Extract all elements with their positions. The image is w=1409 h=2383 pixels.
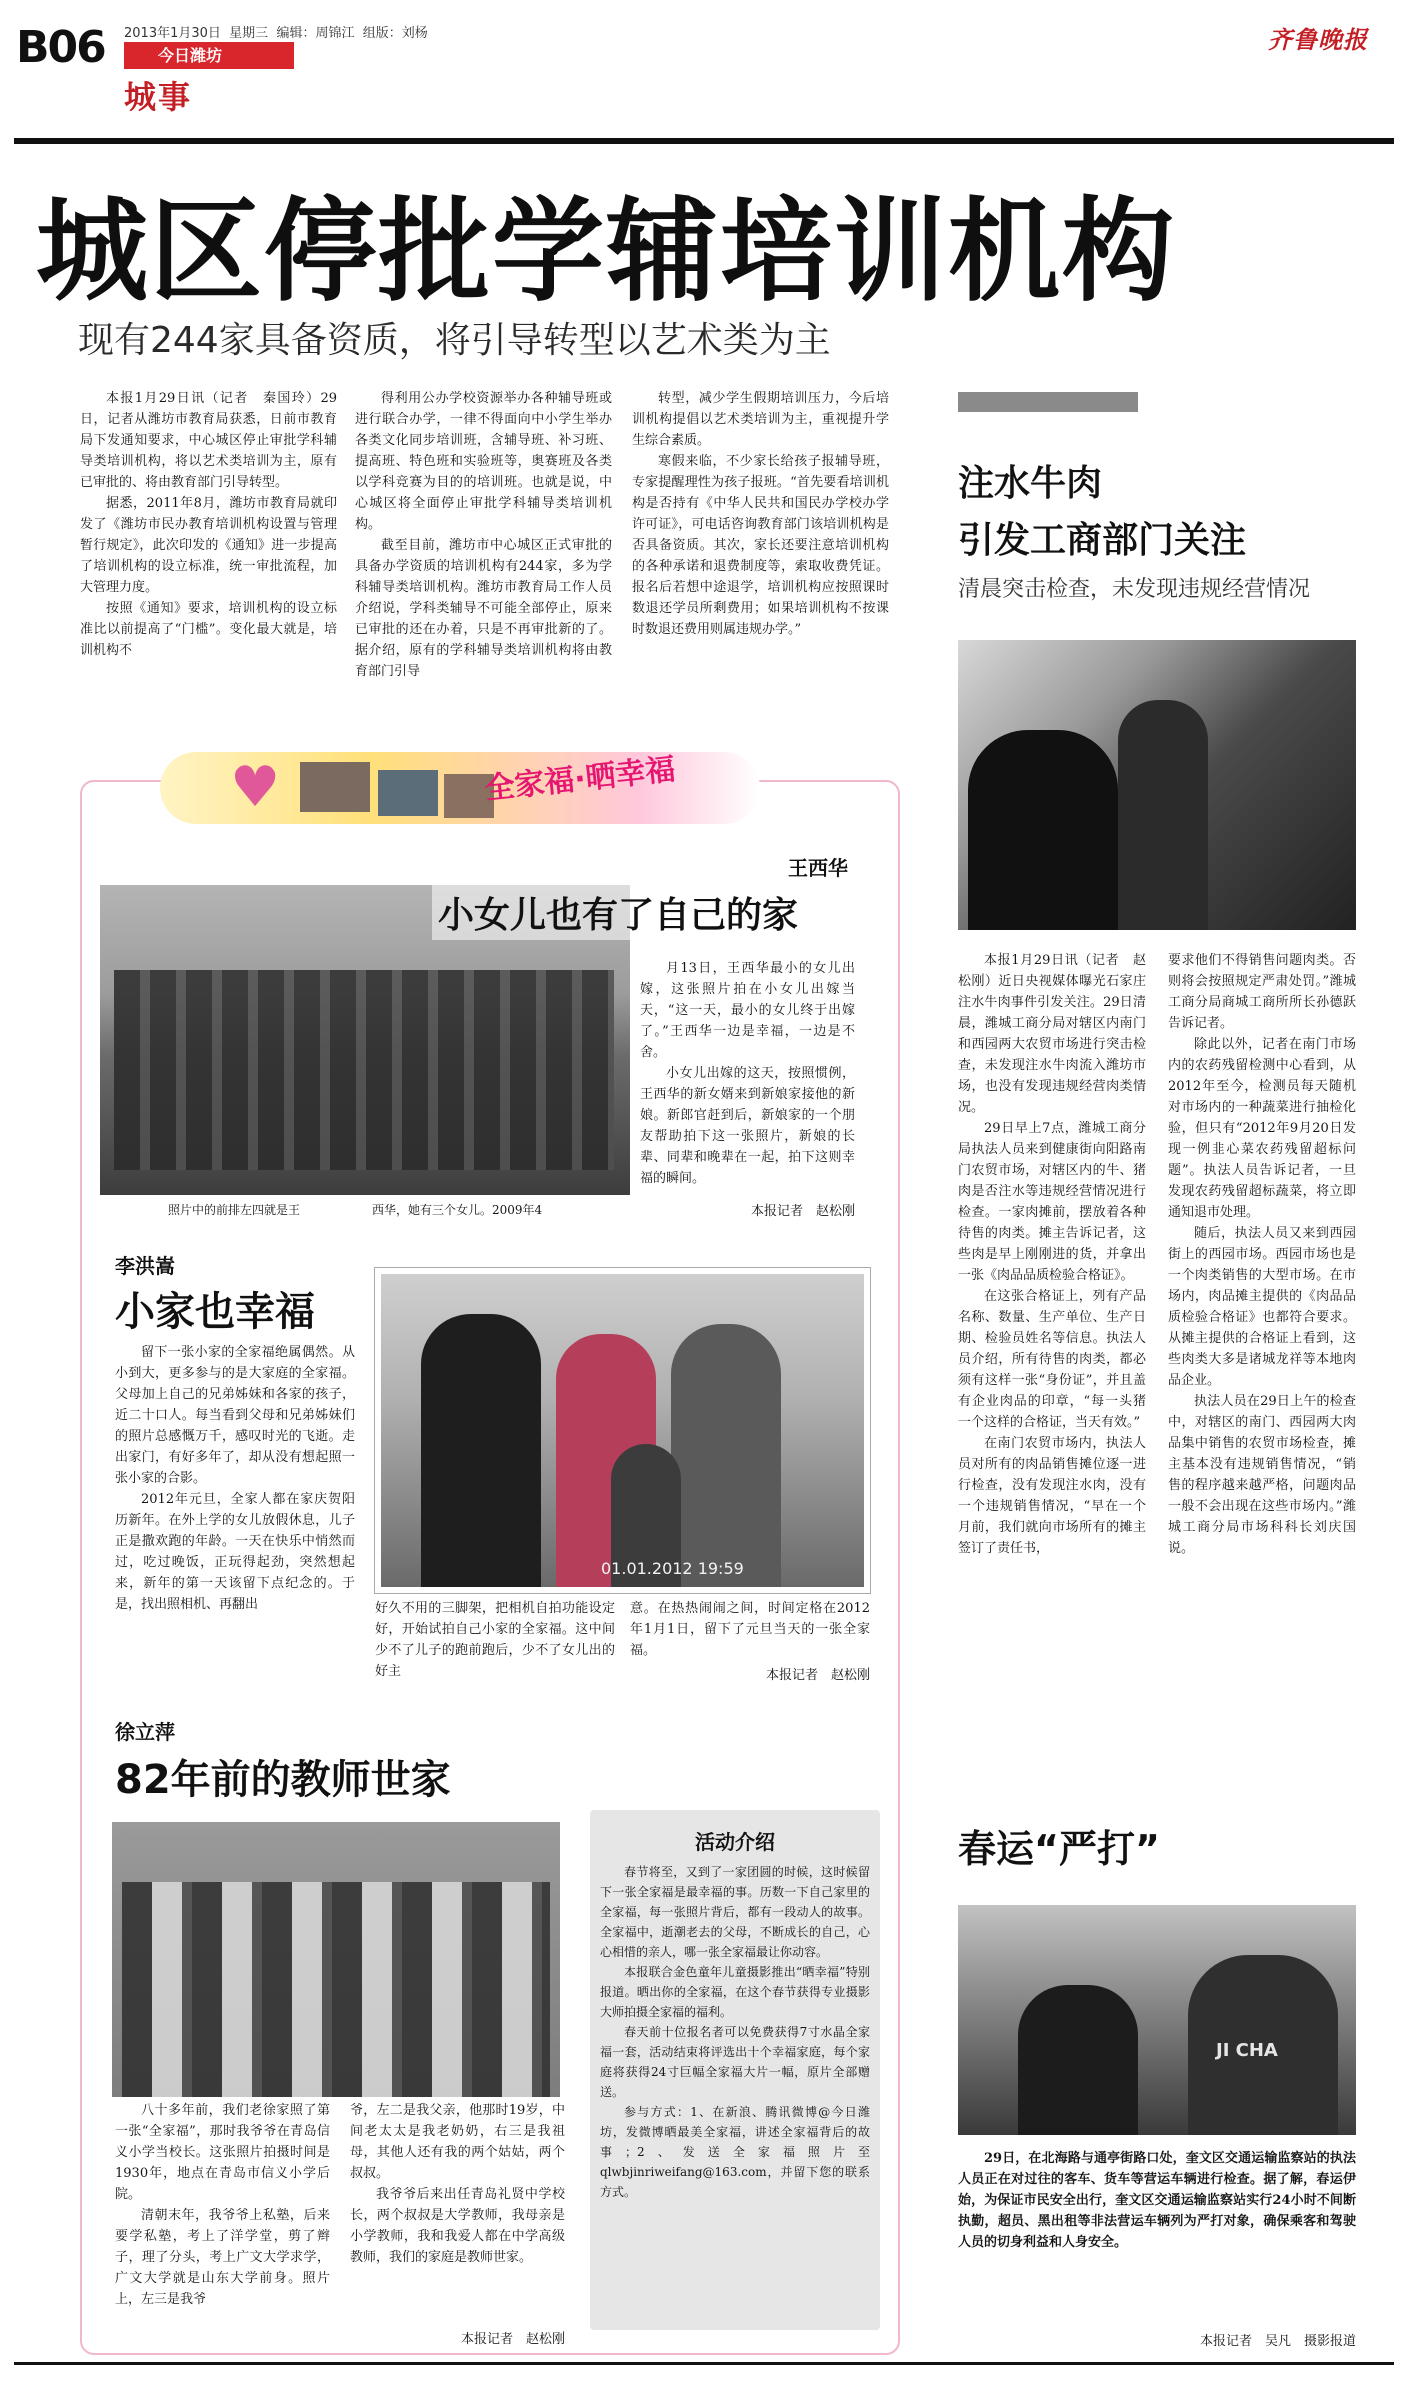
paragraph: 本报1月29日讯（记者 秦国玲）29日，记者从潍坊市教育局获悉，日前市教育局下发通知要求，中心城区停止审批学科辅导类培训机构，将以艺术类培训为主，原有已审批的、将由教育部门引导转型。 (80, 391, 337, 490)
activity-text (600, 1862, 870, 2202)
story1-col-b (640, 958, 855, 1189)
person-silhouette (1118, 700, 1208, 930)
banner-thumb-photo (378, 770, 438, 816)
paragraph: 寒假来临，不少家长给孩子报辅导班，专家提醒理性为孩子报班。“首先要看培训机构是否持有《中华人民共和国民办学校办学许可证》，可电话咨询教育部门该培训机构是否具备资质。其次，家长还要注意培训机构的各种承诺和退费制度等，索取收费凭证。报名后若想中途退学，培训机构应按照课时数退还学员所剩费用；如果培训机构不按课时数退还费用则属违规办学。” (632, 454, 889, 637)
person-silhouette (421, 1314, 541, 1593)
activity-title: 活动介绍 (695, 1830, 775, 1854)
paragraph: 西华，她有三个女儿。2009年4 (372, 1203, 543, 1217)
paragraph: 八十多年前，我们老徐家照了第一张“全家福”，那时我爷爷在青岛信义小学当校长。这张照片拍摄时间是1930年，地点在青岛市信义小学后院。 (115, 2103, 330, 2202)
section-name: 城事 (124, 78, 193, 116)
story2-author: 李洪嵩 (115, 1254, 175, 1278)
lead-headline: 城区停批学辅培训机构 (36, 186, 1176, 317)
story2-col-c (630, 1598, 870, 1661)
paragraph: 留下一张小家的全家福绝属偶然。从小到大，更多参与的是大家庭的全家福。父母加上自己的兄弟姊妹和各家的孩子，近二十口人。每当看到父母和兄弟姊妹们的照片总感慨万千，感叹时光的飞逝。走出家门，有好多年了，却从没有想起照一张小家的合影。 (115, 1345, 355, 1486)
masthead-rule (14, 138, 1394, 144)
beef-photo (958, 640, 1356, 930)
paragraph: 截至目前，潍坊市中心城区正式审批的具备办学资质的培训机构有244家，多为学科辅导类培训机构。潍坊市教育局工作人员介绍说，学科类辅导不可能全部停止，原来已审批的还在办着，只是不再审批新的了。据介绍，原有的学科辅导类培训机构将由教育部门引导 (355, 538, 612, 679)
paragraph: 好久不用的三脚架，把相机自拍功能设定好，开始试拍自己小家的全家福。这中间少不了儿子的跑前跑后，少不了女儿出的好主 (375, 1601, 615, 1679)
beef-title-line1: 注水牛肉 (958, 463, 1103, 504)
lead-col-1 (80, 388, 337, 661)
family-banner-title: 全家福·晒幸福 (483, 752, 678, 807)
beef-col-a (958, 950, 1146, 1559)
paragraph: 月13日，王西华最小的女儿出嫁，这张照片拍在小女儿出嫁当天，“这一天，最小的女儿终于出嫁了。”王西华一边是幸福，一边是不舍。 (640, 961, 855, 1060)
story3-byline: 本报记者 赵松刚 (460, 2332, 565, 2347)
story2-photo (375, 1268, 870, 1593)
paragraph: 要求他们不得销售问题肉类。否则将会按照规定严肃处罚。”潍城工商分局商城工商所所长孙德跃告诉记者。 (1168, 953, 1356, 1031)
paragraph: 春天前十位报名者可以免费获得7寸水晶全家福一套，活动结束将评选出十个幸福家庭，每个家庭将获得24寸巨幅全家福大片一幅，原片全部赠送。 (600, 2025, 870, 2099)
paragraph: 参与方式：1、在新浪、腾讯微博@今日潍坊，发微博晒最美全家福，讲述全家福背后的故事；2、发送全家福照片至qlwbjinriweifang@163.com，并留下您的联系方式。 (600, 2105, 870, 2199)
paragraph: 执法人员在29日上午的检查中，对辖区的南门、西园两大肉品集中销售的农贸市场检查，摊主基本没有违规销售情况，“销售的程序越来越严格，问题肉品一般不会出现在这些市场内。”潍城工商分局市场科科长刘庆国说。 (1168, 1394, 1356, 1556)
beef-title-line2: 引发工商部门关注 (958, 520, 1247, 561)
spring-title: 春运“严打” (958, 1827, 1160, 1871)
paragraph: 意。在热热闹闹之间，时间定格在2012年1月1日，留下了元旦当天的一张全家福。 (630, 1601, 870, 1658)
spring-photo (958, 1905, 1356, 2135)
page-number: B06 (16, 22, 105, 73)
story3-photo (112, 1822, 560, 2097)
group-people (122, 1882, 550, 2097)
paragraph: 转型，减少学生假期培训压力，今后培训机构提倡以艺术类培训为主，重视提升学生综合素质。 (632, 391, 889, 448)
story1-author: 王西华 (788, 856, 848, 880)
heart-icon: ♥ (230, 755, 281, 820)
paragraph: 29日早上7点，潍城工商分局执法人员来到健康街向阳路南门农贸市场，对辖区内的牛、猪肉是否注水等违规经营情况进行检查。一家肉摊前，摆放着各种待售的肉类。摊主告诉记者，这些肉是早上刚刚进的货，并拿出一张《肉品品质检验合格证》。 (958, 1121, 1146, 1283)
paragraph: 清朝末年，我爷爷上私塾，后来要学私塾，考上了洋学堂，剪了辫子，理了分头，考上广文大学求学，广文大学就是山东大学前身。照片上，左三是我爷 (115, 2208, 330, 2307)
paragraph: 除此以外，记者在南门市场内的农药残留检测中心看到，从2012年至今，检测员每天随机对市场内的一种蔬菜进行抽检化验，但只有“2012年9月20日发现一例韭心菜农药残留超标问题”。执法人员告诉记者，一旦发现农药残留超标蔬菜，将立即通知退市处理。 (1168, 1037, 1356, 1220)
beef-subtitle: 清晨突击检查，未发现违规经营情况 (958, 577, 1311, 602)
person-silhouette (671, 1324, 781, 1593)
story3-author: 徐立萍 (115, 1720, 175, 1744)
story2-title: 小家也幸福 (115, 1289, 315, 1335)
lead-col-3 (632, 388, 889, 640)
story1-caption: 照片中的前排左四就是王 (168, 1203, 301, 1217)
paragraph: 据悉，2011年8月，潍坊市教育局就印发了《潍坊市民办教育培训机构设置与管理暂行规定》，此次印发的《通知》进一步提高了培训机构的设立标准，统一审批流程，加大管理力度。 (80, 496, 337, 595)
story2-byline: 本报记者 赵松刚 (765, 1668, 870, 1683)
lead-col-2 (355, 388, 612, 682)
photo-datestamp: 01.01.2012 19:59 (601, 1559, 744, 1578)
paragraph: 在这张合格证上，列有产品名称、数量、生产单位、生产日期、检验员姓名等信息。执法人员介绍，所有待售的肉类，都必须有这样一张“身份证”，并且盖有企业肉品的印章，“每一头猪一个这样的合格证，当天有效。” (958, 1289, 1146, 1430)
layout-credit: 组版：刘杨 (362, 26, 428, 41)
story1-title: 小女儿也有了自己的家 (432, 885, 804, 940)
vest-lettering: JI CHA (1216, 2040, 1278, 2061)
paragraph: 本报联合金色童年儿童摄影推出“晒幸福”特别报道。晒出你的全家福，在这个春节获得专业摄影大师拍摄全家福的福利。 (600, 1965, 870, 2019)
beef-col-b (1168, 950, 1356, 1559)
date: 2013年1月30日 (124, 26, 221, 41)
paragraph: 随后，执法人员又来到西园街上的西园市场。西园市场也是一个肉类销售的大型市场。在市场内，肉品摊主提供的《肉品品质检验合格证》也都符合要求。从摊主提供的合格证上看到，这些肉类大多是诸城龙祥等本地肉品企业。 (1168, 1226, 1356, 1388)
masthead-info (124, 22, 428, 41)
paragraph: 我爷爷后来出任青岛礼贤中学校长，两个叔叔是大学教师，我母亲是小学教师，我和我爱人都在中学高级教师，我们的家庭是教师世家。 (350, 2187, 565, 2265)
spring-byline: 本报记者 吴凡 摄影报道 (1199, 2334, 1356, 2349)
story3-col-a (115, 2100, 330, 2310)
spring-caption (958, 2148, 1356, 2253)
paragraph: 29日，在北海路与通亭街路口处，奎文区交通运输监察站的执法人员正在对过往的客车、货车等营运车辆进行检查。据了解，春运伊始，为保证市民安全出行，奎文区交通运输监察站实行24小时不间断执勤，超员、黑出租等非法营运车辆列为严打对象，确保乘客和驾驶人员的切身利益和人身安全。 (958, 2151, 1356, 2250)
story1-byline: 本报记者 赵松刚 (750, 1204, 855, 1219)
paragraph: 在南门农贸市场内，执法人员对所有的肉品销售摊位逐一进行检查，没有发现注水肉，没有一个违规销售情况，“早在一个月前，我们就向市场所有的摊主签订了责任书， (958, 1436, 1146, 1556)
paragraph: 本报1月29日讯（记者 赵松刚）近日央视媒体曝光石家庄注水牛肉事件引发关注。29日清晨，潍城工商分局对辖区内南门和西园两大农贸市场进行突击检查，未发现注水牛肉流入潍坊市场，也没有发现违规经营肉类情况。 (958, 953, 1146, 1115)
paragraph: 得利用公办学校资源举办各种辅导班或进行联合办学，一律不得面向中小学生举办各类文化同步培训班，含辅导班、补习班、提高班、特色班和实验班等，奥赛班及各类以学科竞赛为目的的培训班。也就是说，中心城区将全面停止审批学科辅导类培训机构。 (355, 391, 612, 532)
weekday: 星期三 (229, 26, 269, 41)
person-silhouette (968, 730, 1118, 930)
paragraph: 爷，左二是我父亲，他那时19岁，中间老太太是我老奶奶，右三是我祖母，其他人还有我的两个姑姑，两个叔叔。 (350, 2103, 565, 2181)
paragraph: 春节将至，又到了一家团圆的时候，这时候留下一张全家福是最幸福的事。历数一下自己家里的全家福，每一张照片背后，都有一段动人的故事。全家福中，逝潮老去的父母，不断成长的自己，心心相惜的亲人，哪一张全家福最让你动容。 (600, 1865, 870, 1959)
brand-logo: 齐鲁晚报 (1268, 25, 1368, 54)
banner-thumb-photo (300, 762, 370, 812)
paragraph: 小女儿出嫁的这天，按照惯例，王西华的新女婿来到新娘家接他的新娘。新郎官赶到后，新娘家的一个朋友帮助拍下这一张照片，新娘的长辈、同辈和晚辈在一起，拍下这则幸福的瞬间。 (640, 1066, 855, 1186)
editor: 编辑：周锦江 (276, 26, 355, 41)
lead-subtitle: 现有244家具备资质，将引导转型以艺术类为主 (78, 320, 831, 361)
person-silhouette (1018, 1985, 1138, 2135)
bottom-rule (14, 2362, 1394, 2365)
beef-tag-bar (958, 392, 1138, 412)
paragraph: 2012年元旦，全家人都在家庆贺阳历新年。在外上学的女儿放假休息，儿子正是撒欢跑的年龄。一天在快乐中悄然而过，吃过晚饭，正玩得起劲，突然想起来，新年的第一天该留下点纪念的。于是，找出照相机、再翻出 (115, 1492, 355, 1612)
story1-col-a (372, 1200, 622, 1220)
paragraph: 按照《通知》要求，培训机构的设立标准比以前提高了“门槛”。变化最大就是，培训机构不 (80, 601, 337, 658)
story2-col-a (115, 1342, 355, 1615)
story3-col-b (350, 2100, 565, 2268)
story2-col-b (375, 1598, 615, 1682)
group-people (114, 970, 614, 1170)
story3-title: 82年前的教师世家 (115, 1757, 451, 1803)
section-tag: 今日潍坊 (124, 42, 294, 69)
